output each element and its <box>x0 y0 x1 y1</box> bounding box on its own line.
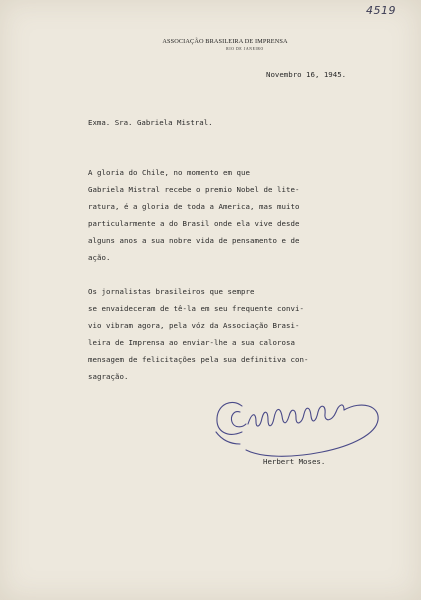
archive-number: 4519 <box>366 4 396 17</box>
body-line: particularmente a do Brasil onde ela vive desde <box>88 219 300 228</box>
body-line: Os jornalistas brasileiros que sempre <box>88 287 255 296</box>
body-line: mensagem de felicitações pela sua definitiva con- <box>88 355 309 364</box>
handwritten-signature <box>212 388 387 463</box>
body-line: alguns anos a sua nobre vida de pensamento e de <box>88 236 300 245</box>
body-line: ação. <box>88 253 111 262</box>
letter-salutation: Exma. Sra. Gabriela Mistral. <box>88 118 213 127</box>
body-line: leira de Imprensa ao enviar-lhe a sua calorosa <box>88 338 295 347</box>
letter-date: Novembro 16, 1945. <box>266 70 347 79</box>
body-line: sagração. <box>88 372 129 381</box>
body-line: A gloria do Chile, no momento em que <box>88 168 250 177</box>
body-line: se envaideceram de tê-la em seu frequente convi- <box>88 304 304 313</box>
body-line: Gabriela Mistral recebe o premio Nobel de lite- <box>88 185 300 194</box>
body-line: ratura, é a gloria de toda a America, mas muito <box>88 202 300 211</box>
letterhead-organization: ASSOCIAÇÃO BRASILEIRA DE IMPRENSA <box>162 38 288 45</box>
body-line: vio vibram agora, pela vóz da Associação Brasi- <box>88 321 300 330</box>
letterhead-city: RIO DE JANEIRO <box>226 47 264 51</box>
letterhead <box>150 38 300 51</box>
signatory-name: Herbert Moses. <box>263 457 326 466</box>
